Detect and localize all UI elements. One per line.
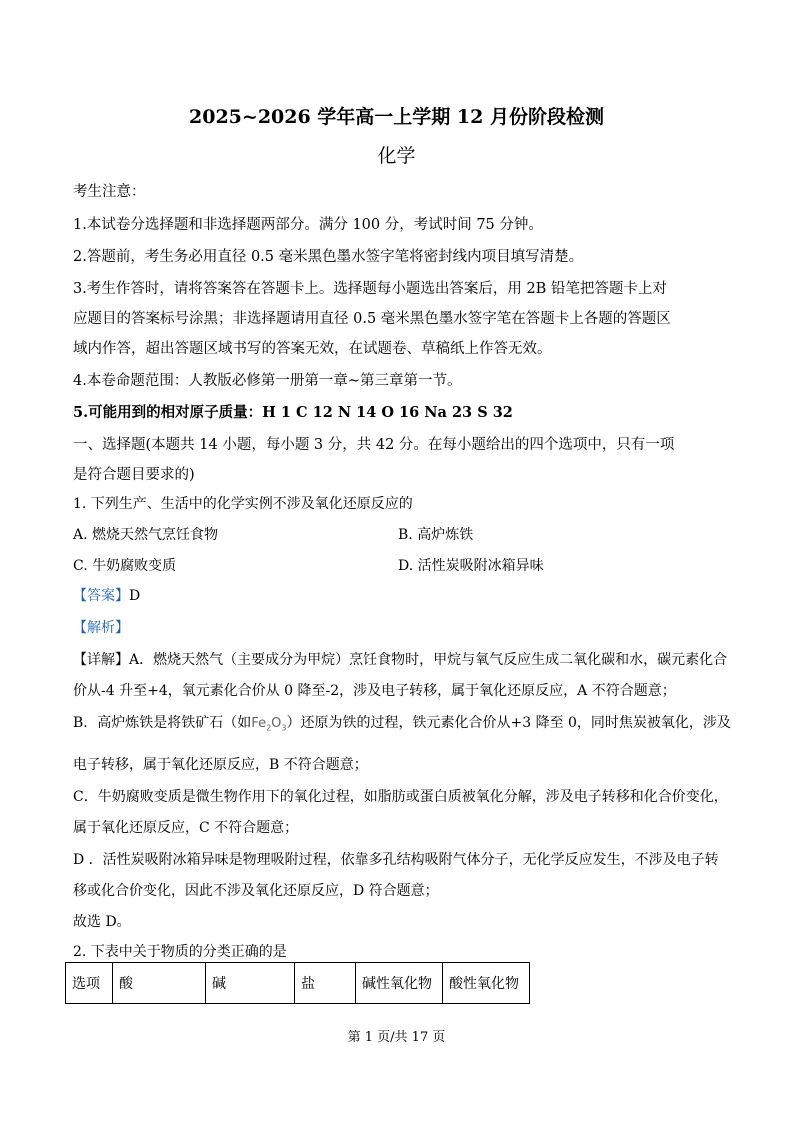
q1-analysis-label [73,617,728,637]
q1-detail-a-line2: 价从-4 升至+4，氧元素化合价从 0 降至-2，涉及电子转移，属于氧化还原反应，A 不符合题意； [73,683,676,699]
q1-answer [73,585,728,605]
q1-conclusion: 故选 D。 [73,914,131,930]
section-heading: 一、选择题(本题共 14 小题，每小题 3 分，共 42 分。在每小题给出的四个选项中，只有一项 [73,437,675,453]
q1-detail-c-line2: 属于氧化还原反应，C 不符合题意； [73,820,299,836]
detail-tag: 【详解】 [73,652,129,668]
q1-option-d: D. 活性炭吸附冰箱异味 [398,558,544,574]
header-cell-basic-oxide: 碱性氧化物 [356,963,443,1004]
answer-value: D [129,588,141,604]
q1-detail-b-line2: 电子转移，属于氧化还原反应，B 不符合题意； [73,757,368,773]
exam-title: 2025~2026 学年高一上学期 12 月份阶段检测 [189,106,604,128]
q1-detail-d-line2: 移或化合价变化，因此不涉及氧化还原反应，D 符合题意； [73,883,439,899]
section-heading-cont: 是符合题目要求的) [73,467,195,483]
header-cell-acid: 酸 [113,963,206,1004]
q1-option-a: A. 燃烧天然气烹饪食物 [73,527,219,543]
exam-subject: 化学 [377,145,416,167]
page-footer: 第 1 页/共 17 页 [347,1030,446,1045]
detail-a-text: A．燃烧天然气（主要成分为甲烷）烹饪食物时，甲烷与氧气反应生成二氧化碳和水，碳元素化合 [129,652,728,668]
fe2o3-formula [251,716,286,731]
analysis-tag: 【解析】 [73,620,129,636]
formula-fe: Fe [251,716,267,731]
q1-detail-b-line1 [73,712,731,733]
notice-item-3-cont: 应题目的答案标号涂黑；非选择题请用直径 0.5 毫米黑色墨水签字笔在答题卡上各题的答题区 [73,311,671,327]
formula-o: O [271,716,282,731]
q1-option-c: C. 牛奶腐败变质 [73,558,177,574]
notice-item-3-cont2: 域内作答，超出答题区域书写的答案无效，在试题卷、草稿纸上作答无效。 [73,341,552,357]
q1-detail-c-line1: C．牛奶腐败变质是微生物作用下的氧化过程，如脂肪或蛋白质被氧化分解，涉及电子转移和化合价变化， [73,789,728,805]
table-header-row [66,963,530,1004]
q1-detail-d-line1: D ．活性炭吸附冰箱异味是物理吸附过程，依靠多孔结构吸附气体分子，无化学反应发生，不涉及电子转 [73,852,719,868]
q1-option-b: B. 高炉炼铁 [398,527,474,543]
classification-table [65,962,530,1004]
detail-b-pre: B．高炉炼铁是将铁矿石（如 [73,715,252,731]
notice-heading: 考生注意： [73,184,146,200]
notice-item-2: 2.答题前，考生务必用直径 0.5 毫米黑色墨水签字笔将密封线内项目填写清楚。 [73,249,584,265]
notice-item-1: 1.本试卷分选择题和非选择题两部分。满分 100 分，考试时间 75 分钟。 [73,217,543,233]
header-cell-base: 碱 [206,963,295,1004]
header-cell-acidic-oxide: 酸性氧化物 [443,963,530,1004]
detail-b-post: ）还原为铁的过程，铁元素化合价从+3 降至 0，同时焦炭被氧化，涉及 [286,715,731,731]
formula-o-sub: 3 [281,723,287,733]
header-cell-option: 选项 [66,963,113,1004]
notice-item-3: 3.考生作答时，请将答案答在答题卡上。选择题每小题选出答案后，用 2B 铅笔把答题卡上对 [73,281,667,297]
answer-tag: 【答案】 [73,588,129,604]
q2-stem: 2. 下表中关于物质的分类正确的是 [73,944,287,960]
header-cell-salt: 盐 [295,963,356,1004]
notice-item-5: 5.可能用到的相对原子质量：H 1 C 12 N 14 O 16 Na 23 S 32 [73,404,513,421]
q1-detail-a-line1 [73,649,728,669]
q1-stem: 1. 下列生产、生活中的化学实例不涉及氧化还原反应的 [73,496,413,512]
notice-item-4: 4.本卷命题范围：人教版必修第一册第一章~第三章第一节。 [73,373,462,389]
formula-fe-sub: 2 [266,723,272,733]
